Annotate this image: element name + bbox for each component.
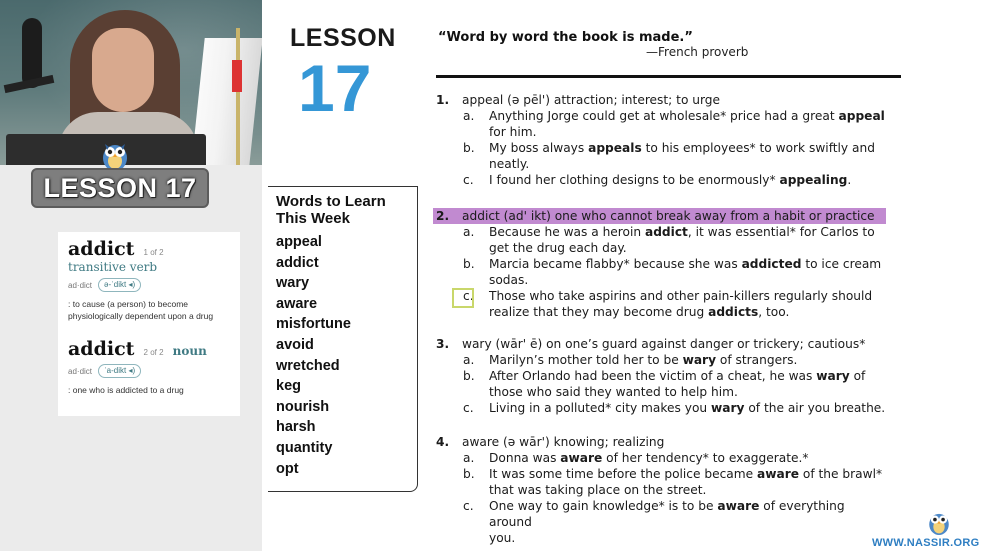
sentence-letter: b.	[463, 257, 475, 271]
dict-headword: addict	[68, 338, 135, 360]
dict-entry-2	[68, 338, 230, 396]
sentence-text: After Orlando had been the victim of a cheat, he was wary of those who said they wanted to help him.	[489, 369, 866, 399]
headword-text: aware (ə wār') knowing; realizing	[462, 435, 665, 449]
dict-syllables: ad·dict	[68, 280, 93, 290]
example-sentence	[436, 256, 906, 288]
divider	[436, 75, 901, 78]
sentence-letter: b.	[463, 467, 475, 481]
words-to-learn-box	[268, 186, 418, 492]
pronunciation-button[interactable]	[98, 278, 141, 292]
headword-text: wary (wār' ē) on one’s guard against danger or trickery; cautious*	[462, 337, 866, 351]
highlighted-headword	[433, 208, 886, 224]
word-list-item: harsh	[276, 419, 316, 436]
headword-text: addict (ad' ikt) one who cannot break away from a habit or practice	[462, 209, 875, 223]
words-box-title-line: This Week	[276, 210, 350, 227]
speaker-icon: ◂)	[128, 366, 136, 375]
dict-pronunciation: ˈa-dikt	[104, 366, 127, 375]
word-list-item: addict	[276, 254, 319, 271]
example-sentence	[436, 224, 906, 256]
entry-number: 2.	[436, 209, 450, 223]
example-sentence	[436, 450, 906, 466]
sentence-text: Living in a polluted* city makes you wary of the air you breathe.	[489, 401, 886, 415]
sentence-letter: b.	[463, 369, 475, 383]
vocab-entry	[436, 336, 906, 416]
dict-sense-label: 2 of 2	[143, 348, 164, 357]
word-list-item: wary	[276, 275, 310, 292]
sentence-text: Marcia became flabby* because she was addicted to ice cream sodas.	[489, 257, 882, 287]
sentence-text: I found her clothing designs to be enormously* appealing.	[489, 173, 852, 187]
quote-attribution: —French proverb	[646, 45, 749, 59]
sentence-text: Those who take aspirins and other pain-killers regularly should realize that they may become drug addicts, too.	[489, 289, 873, 319]
sentence-letter: a.	[463, 109, 475, 123]
sentence-letter: a.	[463, 451, 475, 465]
example-sentence	[436, 352, 906, 368]
example-sentence	[436, 498, 906, 546]
sentence-letter: c.	[463, 289, 474, 303]
example-sentence	[436, 288, 906, 320]
word-list-item: nourish	[276, 398, 330, 415]
word-list-item: appeal	[276, 234, 322, 250]
word-list-item: keg	[276, 378, 301, 395]
pronunciation-button[interactable]	[98, 364, 141, 378]
word-list-item: misfortune	[276, 316, 351, 333]
dict-headword: addict	[68, 238, 135, 260]
headword-text: appeal (ə pēl') attraction; interest; to urge	[462, 93, 721, 107]
word-list	[276, 232, 417, 479]
word-list-item: avoid	[276, 336, 314, 353]
sentence-letter: c.	[463, 173, 474, 187]
sentence-marker-box	[452, 288, 474, 308]
entry-number: 1.	[436, 93, 450, 107]
website-watermark[interactable]: WWW.NASSIR.ORG	[872, 537, 980, 549]
owl-mascot-icon	[926, 508, 952, 536]
sentence-text: Anything Jorge could get at wholesale* price had a great appeal for him.	[489, 109, 885, 139]
lesson-number: 17	[298, 51, 372, 125]
vocab-entry	[436, 92, 906, 188]
lesson-badge: LESSON 17	[31, 168, 209, 208]
book-page	[262, 0, 1000, 551]
dict-definition: : to cause (a person) to become physiologically dependent upon a drug	[68, 299, 214, 321]
example-sentence	[436, 400, 906, 416]
dict-sense-label: 1 of 2	[143, 248, 164, 257]
vocab-entry	[436, 208, 906, 320]
quote: “Word by word the book is made.”	[438, 30, 693, 45]
word-list-item: quantity	[276, 439, 333, 456]
sentence-text: Marilyn’s mother told her to be wary of strangers.	[489, 353, 798, 367]
sentence-text: One way to gain knowledge* is to be aware of everything around you.	[489, 499, 845, 545]
sentence-letter: a.	[463, 353, 475, 367]
word-list-item: aware	[276, 295, 318, 312]
word-list-item: wretched	[276, 357, 340, 374]
entry-headword	[436, 336, 906, 352]
words-box-title	[276, 193, 417, 227]
presenter-face	[92, 28, 154, 112]
left-panel	[0, 0, 262, 551]
dictionary-card	[58, 232, 240, 416]
dict-syllables: ad·dict	[68, 366, 93, 376]
entry-number: 4.	[436, 435, 450, 449]
sentence-letter: b.	[463, 141, 475, 155]
webcam-video	[0, 0, 262, 165]
sentence-letter: c.	[463, 401, 474, 415]
dict-part-of-speech[interactable]: transitive verb	[68, 260, 158, 274]
dict-definition: : one who is addicted to a drug	[68, 385, 184, 395]
dict-entry-1	[68, 238, 230, 322]
dict-part-of-speech[interactable]: noun	[172, 344, 207, 358]
words-box-title-line: Words to Learn	[276, 193, 386, 210]
vocab-entry	[436, 434, 906, 546]
example-sentence	[436, 108, 906, 140]
lesson-heading: LESSON	[290, 24, 396, 52]
sentence-text: It was some time before the police became aware of the brawl* that was taking place on the street.	[489, 467, 883, 497]
entry-number: 3.	[436, 337, 450, 351]
dict-pronunciation: ə-ˈdikt	[104, 280, 127, 289]
word-list-item: opt	[276, 460, 299, 477]
owl-mascot-icon	[99, 138, 131, 172]
sentence-letter: c.	[463, 499, 474, 513]
sentence-letter: a.	[463, 225, 475, 239]
entry-headword	[436, 92, 906, 108]
sentence-text: My boss always appeals to his employees* to work swiftly and neatly.	[489, 141, 875, 171]
example-sentence	[436, 140, 906, 172]
speaker-icon: ◂)	[128, 280, 136, 289]
entry-headword	[436, 434, 906, 450]
sentence-text: Because he was a heroin addict, it was essential* for Carlos to get the drug each day.	[489, 225, 875, 255]
example-sentence	[436, 368, 906, 400]
example-sentence	[436, 466, 906, 498]
sentence-text: Donna was aware of her tendency* to exaggerate.*	[489, 451, 809, 465]
example-sentence	[436, 172, 906, 188]
